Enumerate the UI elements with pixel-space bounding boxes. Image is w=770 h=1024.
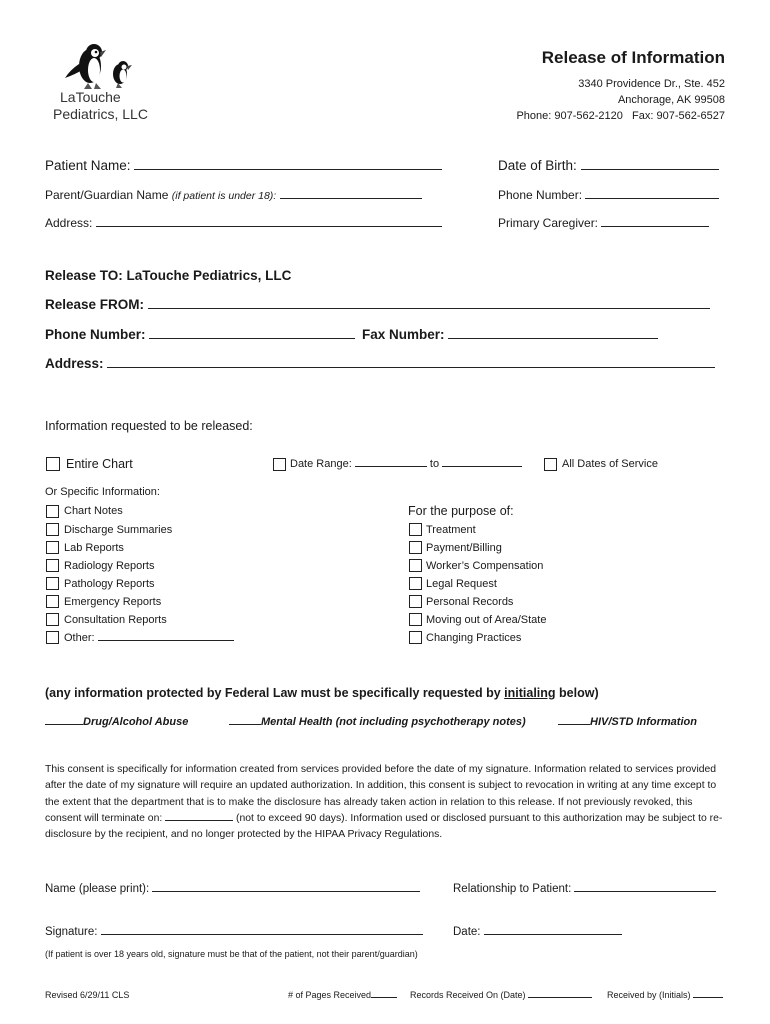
date-range-to: to [429,458,440,470]
mental-health-initial-field[interactable] [229,723,261,725]
pages-received-row [288,990,397,1000]
pathology-reports-checkbox[interactable] [46,577,59,590]
received-on-label: Records Received On (Date) [410,990,526,1000]
release-from-label: Release FROM: [45,297,145,312]
legal-request-checkbox[interactable] [409,577,422,590]
hiv-std-label: HIV/STD Information [590,716,697,728]
release-address-label: Address: [45,356,104,371]
guardian-label: Parent/Guardian Name [45,188,169,202]
drug-alcohol-row [45,716,188,728]
caregiver-label: Primary Caregiver: [498,216,599,230]
release-fax-label: Fax Number: [362,327,445,342]
drug-alcohol-initial-field[interactable] [45,723,83,725]
release-from-row [45,297,710,312]
pathology-reports-label: Pathology Reports [64,578,155,590]
federal-notice-prefix: (any information protected by Federal Law must be specifically requested by [45,686,505,700]
caregiver-row [498,216,709,230]
pages-received-label: # of Pages Received [288,990,372,1000]
guardian-note: (if patient is under 18): [171,190,277,202]
header-phone-fax: Phone: 907-562-2120 Fax: 907-562-6527 [516,110,725,122]
other-checkbox[interactable] [46,631,59,644]
lab-reports-label: Lab Reports [64,542,124,554]
signature-row [45,926,423,938]
personal-records-checkbox[interactable] [409,595,422,608]
patient-name-label: Patient Name: [45,158,131,173]
other-field[interactable] [98,639,234,641]
print-name-label: Name (please print): [45,883,150,895]
release-fax-row [362,327,658,342]
consent-termination-field[interactable] [165,819,233,821]
consent-paragraph [45,762,730,843]
release-address-row [45,356,715,371]
relationship-row [453,883,716,895]
federal-notice-suffix: below) [555,686,599,700]
info-heading: Information requested to be released: [45,419,253,433]
received-by-label: Received by (Initials) [607,990,691,1000]
lab-reports-checkbox[interactable] [46,541,59,554]
chart-notes-label: Chart Notes [64,505,123,517]
release-from-field[interactable] [148,307,710,309]
legal-request-label: Legal Request [426,578,497,590]
print-name-row [45,883,420,895]
other-label: Other: [64,632,95,644]
federal-notice-underlined: initialing [504,686,556,700]
treatment-label: Treatment [426,524,476,536]
guardian-field[interactable] [280,197,422,199]
date-row [453,926,622,938]
signature-field[interactable] [101,933,423,935]
moving-label: Moving out of Area/State [426,614,547,626]
consent-part2: (not to exceed 90 days). Information used or disclosed pursuant to this authorization may be subject to re-disclosure by the recipient, and no longer protected by the HIPAA Privacy Regulations. [45,812,723,841]
received-by-row [607,990,723,1000]
emergency-reports-checkbox[interactable] [46,595,59,608]
dob-field[interactable] [581,168,719,170]
discharge-summaries-checkbox[interactable] [46,523,59,536]
release-to: Release TO: LaTouche Pediatrics, LLC [45,268,292,283]
all-dates-checkbox[interactable] [544,458,557,471]
release-fax-field[interactable] [448,337,658,339]
date-field[interactable] [484,933,622,935]
release-phone-field[interactable] [149,337,355,339]
mental-health-row [229,716,526,728]
phone-row [498,188,719,202]
changing-practices-label: Changing Practices [426,632,522,644]
puffin-logo-icon [50,40,150,92]
caregiver-field[interactable] [601,225,709,227]
print-name-field[interactable] [152,890,420,892]
received-by-field[interactable] [693,996,723,998]
release-phone-label: Phone Number: [45,327,146,342]
federal-notice [45,686,599,700]
revised-label: Revised 6/29/11 CLS [45,990,130,1000]
date-range-end-field[interactable] [442,465,522,467]
dob-row [498,158,719,173]
workers-comp-label: Worker’s Compensation [426,560,544,572]
logo-text-line1: LaTouche [60,89,121,105]
signature-note: (If patient is over 18 years old, signature must be that of the patient, not their parent/guardian) [45,949,418,959]
consultation-reports-label: Consultation Reports [64,614,167,626]
patient-address-label: Address: [45,216,93,230]
date-range-checkbox[interactable] [273,458,286,471]
received-on-field[interactable] [528,996,592,998]
purpose-heading: For the purpose of: [408,504,514,518]
consultation-reports-checkbox[interactable] [46,613,59,626]
entire-chart-checkbox[interactable] [46,457,60,471]
emergency-reports-label: Emergency Reports [64,596,162,608]
workers-comp-checkbox[interactable] [409,559,422,572]
relationship-label: Relationship to Patient: [453,883,572,895]
logo [50,40,150,125]
patient-name-field[interactable] [134,168,442,170]
relationship-field[interactable] [574,890,716,892]
hiv-std-row [558,716,697,728]
drug-alcohol-label: Drug/Alcohol Abuse [83,716,189,728]
treatment-checkbox[interactable] [409,523,422,536]
patient-address-field[interactable] [96,225,442,227]
date-range-start-field[interactable] [355,465,427,467]
personal-records-label: Personal Records [426,596,514,608]
discharge-summaries-label: Discharge Summaries [64,524,173,536]
entire-chart-label: Entire Chart [66,457,133,471]
release-address-field[interactable] [107,366,715,368]
logo-text-line2: Pediatrics, LLC [53,106,148,122]
chart-notes-checkbox[interactable] [46,505,59,518]
moving-checkbox[interactable] [409,613,422,626]
patient-phone-field[interactable] [585,197,719,199]
header-address2: Anchorage, AK 99508 [617,94,725,106]
header-address1: 3340 Providence Dr., Ste. 452 [578,78,725,90]
payment-billing-checkbox[interactable] [409,541,422,554]
signature-label: Signature: [45,926,98,938]
address-row [45,216,442,230]
date-range-label: Date Range: [290,458,352,470]
specific-heading: Or Specific Information: [45,486,160,498]
all-dates-label: All Dates of Service [562,458,658,470]
consent-part1: This consent is specifically for information created from services provided before the date of my signature. Information related to services provided after the date of my signature will require an updated authorization. In addition, this consent is subject to revocation in writing at any time except to the extent that the department that is to make the disclosure has already taken action in relation to this release. If not previously revoked, this consent will terminate on: [45,764,717,824]
payment-billing-label: Payment/Billing [426,542,502,554]
hiv-std-initial-field[interactable] [558,723,590,725]
date-range-row [290,458,522,470]
release-phone-row [45,327,355,342]
mental-health-label: Mental Health (not including psychotherapy notes) [261,716,526,728]
dob-label: Date of Birth: [498,158,577,173]
patient-phone-label: Phone Number: [498,188,583,202]
guardian-row [45,188,422,202]
radiology-reports-label: Radiology Reports [64,560,155,572]
other-row [64,632,234,644]
patient-name-row [45,158,442,173]
pages-received-field[interactable] [371,996,397,998]
page-title: Release of Information [541,48,725,67]
received-on-row [410,990,592,1000]
radiology-reports-checkbox[interactable] [46,559,59,572]
changing-practices-checkbox[interactable] [409,631,422,644]
date-label: Date: [453,926,481,938]
